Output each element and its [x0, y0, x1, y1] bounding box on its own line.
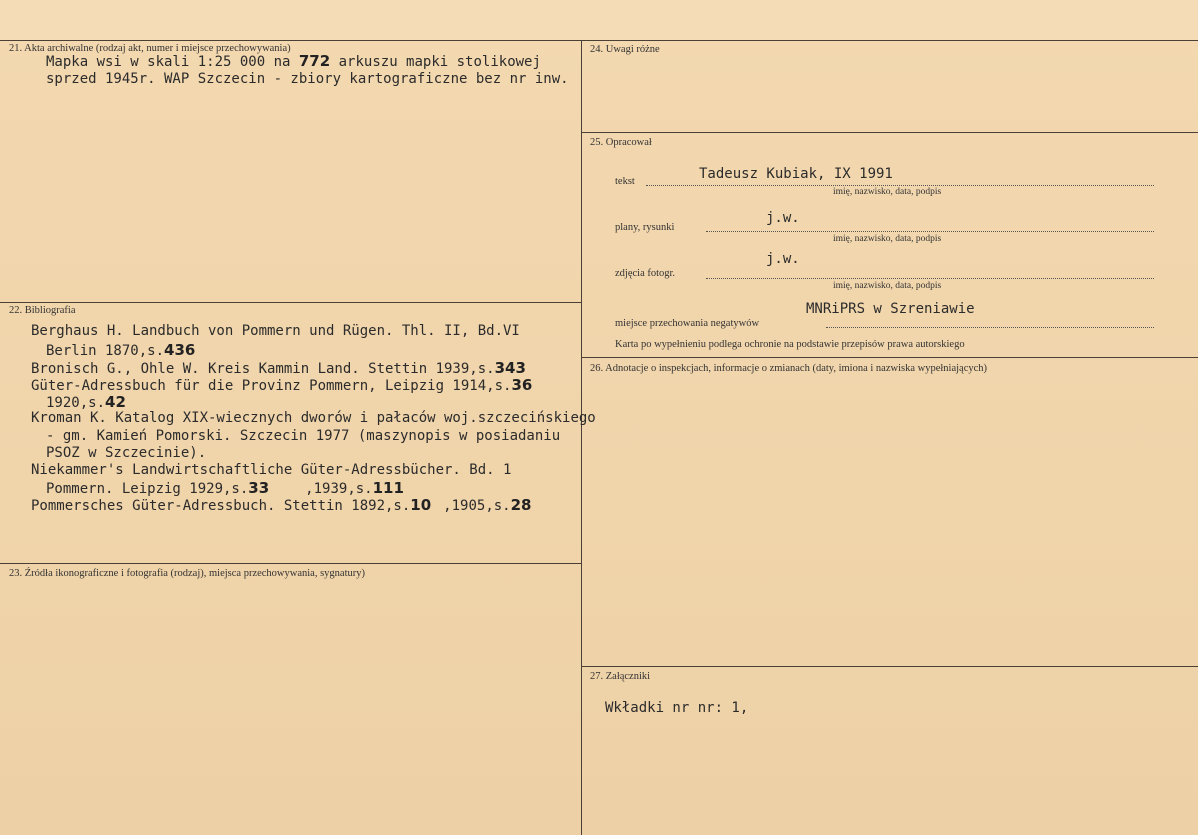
plany-value: j.w. — [766, 210, 800, 226]
bibliography-line: Pommersches Güter-Adressbuch. Stettin 1892,s.10 ,1905,s.28 — [31, 496, 532, 514]
zdjecia-dotted-line — [706, 278, 1154, 279]
plany-caption: imię, nazwisko, data, podpis — [833, 234, 942, 244]
rule-26-27 — [581, 666, 1198, 667]
rule-24-25 — [581, 132, 1198, 133]
bibliography-line: Niekammer's Landwirtschaftliche Güter-Adressbücher. Bd. 1 — [31, 462, 512, 478]
tekst-value: Tadeusz Kubiak, IX 1991 — [699, 166, 893, 182]
rule-21-22 — [0, 302, 581, 303]
bibliography-line: Berlin 1870,s.436 — [46, 341, 196, 359]
bibliography-line: Kroman K. Katalog XIX-wiecznych dworów i pałaców woj.szczecińskiego — [31, 410, 596, 426]
tekst-caption: imię, nazwisko, data, podpis — [833, 187, 942, 197]
section-27-label: 27. Załączniki — [590, 671, 651, 682]
section-22-label: 22. Bibliografia — [9, 305, 76, 316]
rule-22-23 — [0, 563, 581, 564]
miejsce-value: MNRiPRS w Szreniawie — [806, 301, 975, 317]
miejsce-label: miejsce przechowania negatywów — [615, 318, 760, 329]
section-23-label: 23. Źródła ikonograficzne i fotografia (rodzaj), miejsca przechowywania, sygnatury) — [9, 568, 365, 579]
attachments-value: Wkładki nr nr: 1, — [605, 700, 749, 716]
miejsce-dotted-line — [826, 327, 1154, 328]
center-divider — [581, 40, 582, 835]
rule-25-26 — [581, 357, 1198, 358]
bibliography-line: Bronisch G., Ohle W. Kreis Kammin Land. Stettin 1939,s.343 — [31, 359, 526, 377]
section-26-label: 26. Adnotacje o inspekcjach, informacje o zmianach (daty, imiona i nazwiska wypełniających) — [590, 363, 988, 374]
bibliography-line: Güter-Adressbuch für die Provinz Pommern, Leipzig 1914,s.36 — [31, 376, 533, 394]
top-rule — [0, 40, 1198, 41]
section-25-label: 25. Opracował — [590, 137, 652, 148]
tekst-dotted-line — [646, 185, 1154, 186]
plany-label: plany, rysunki — [615, 222, 675, 233]
top-band — [0, 0, 1198, 40]
bibliography-line: 1920,s.42 — [46, 393, 126, 411]
zdjecia-caption: imię, nazwisko, data, podpis — [833, 281, 942, 291]
bibliography-line: Pommern. Leipzig 1929,s.33 ,1939,s.111 — [46, 479, 404, 497]
bibliography-line: Berghaus H. Landbuch von Pommern und Rügen. Thl. II, Bd.VI — [31, 323, 520, 339]
bibliography-line: PSOZ w Szczecinie). — [46, 445, 207, 461]
tekst-label: tekst — [615, 176, 635, 187]
section-24-label: 24. Uwagi różne — [590, 44, 660, 55]
zdjecia-label: zdjęcia fotogr. — [615, 268, 676, 279]
plany-dotted-line — [706, 231, 1154, 232]
zdjecia-value: j.w. — [766, 251, 800, 267]
section-21-line-1: Mapka wsi w skali 1:25 000 na 772 arkuszu mapki stolikowej — [46, 52, 541, 70]
section-21-line-2: sprzed 1945r. WAP Szczecin - zbiory kartograficzne bez nr inw. — [46, 71, 569, 87]
bibliography-line: - gm. Kamień Pomorski. Szczecin 1977 (maszynopis w posiadaniu — [46, 428, 561, 444]
section-21-label: 21. Akta archiwalne (rodzaj akt, numer i miejsce przechowywania) — [9, 43, 291, 54]
karta-note: Karta po wypełnieniu podlega ochronie na podstawie przepisów prawa autorskiego — [615, 339, 965, 350]
